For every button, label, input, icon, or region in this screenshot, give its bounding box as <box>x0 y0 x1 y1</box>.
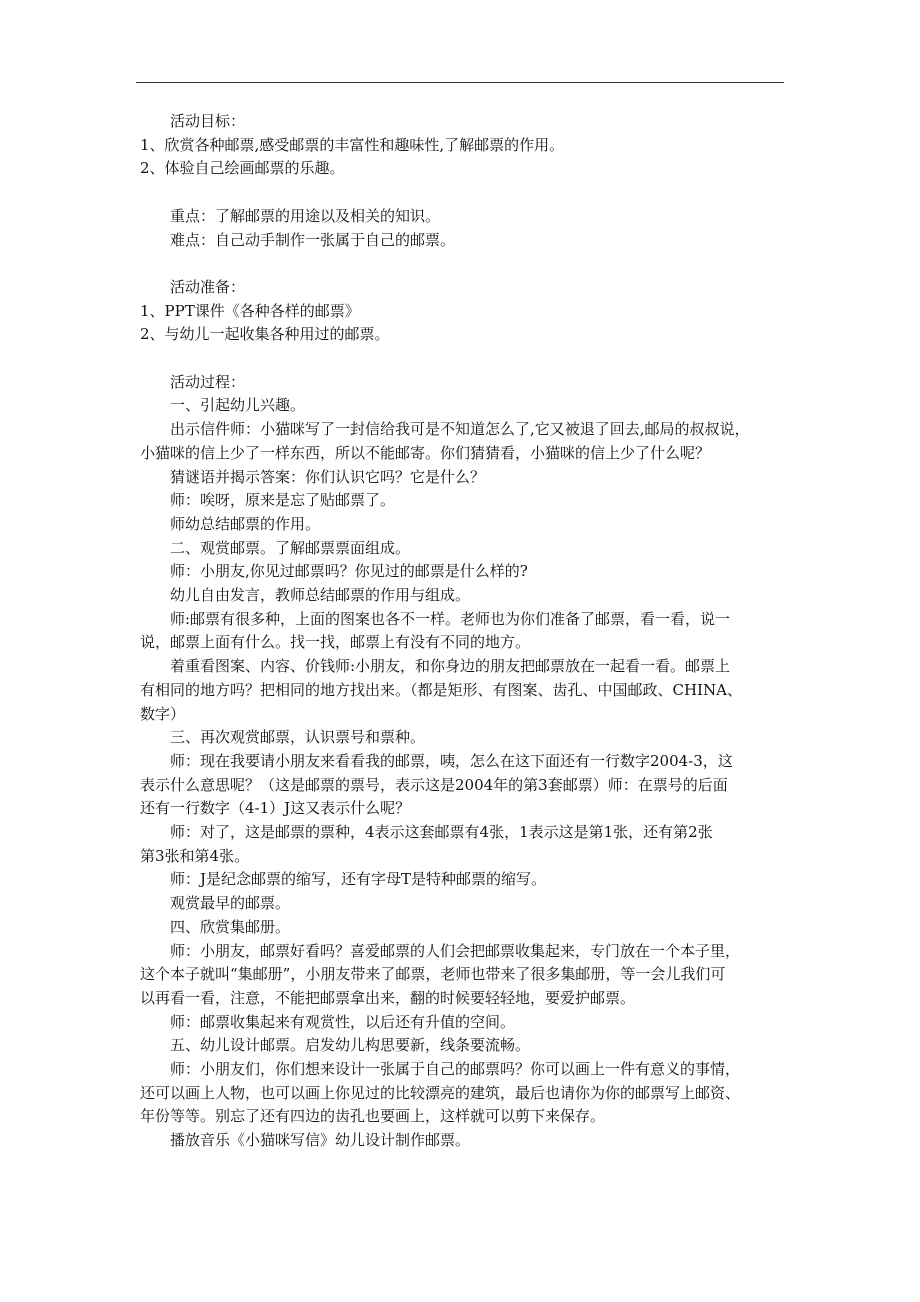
section-heading: 一、引起幼儿兴趣。 <box>170 396 306 415</box>
process-paragraph: 出示信件师：小猫咪写了一封信给我可是不知道怎么了,它又被退了回去,邮局的叔叔说， <box>170 420 750 439</box>
process-paragraph: 师：小朋友们，你们想来设计一张属于自己的邮票吗？你可以画上一件有意义的事情， <box>170 1060 741 1079</box>
process-paragraph: 师：邮票收集起来有观赏性，以后还有升值的空间。 <box>170 1012 516 1031</box>
process-paragraph-continued: 年份等等。别忘了还有四边的齿孔也要画上，这样就可以剪下来保存。 <box>140 1107 606 1126</box>
process-paragraph-continued: 数字） <box>140 704 186 723</box>
process-paragraph: 师：小朋友,你见过邮票吗？你见过的邮票是什么样的? <box>170 562 528 581</box>
preparation-heading: 活动准备： <box>170 277 246 296</box>
section-heading: 三、再次观赏邮票，认识票号和票种。 <box>170 728 426 747</box>
section-heading: 五、幼儿设计邮票。启发幼儿构思要新，线条要流畅。 <box>170 1036 531 1055</box>
process-paragraph: 观赏最早的邮票。 <box>170 894 291 913</box>
process-paragraph-continued: 还可以画上人物，也可以画上你见过的比较漂亮的建筑，最后也请你为你的邮票写上邮资、 <box>140 1083 741 1102</box>
process-paragraph-continued: 有相同的地方吗？把相同的地方找出来。（都是矩形、有图案、齿孔、中国邮政、CHINA、 <box>140 680 742 699</box>
process-paragraph: 师：对了，这是邮票的票种，4表示这套邮票有4张，1表示这是第1张，还有第2张 <box>170 823 713 842</box>
section-heading: 四、欣赏集邮册。 <box>170 917 291 936</box>
spacer <box>140 181 783 205</box>
process-paragraph: 师：J是纪念邮票的缩写，还有字母T是特种邮票的缩写。 <box>170 870 547 889</box>
process-paragraph-continued: 这个本子就叫“集邮册”，小朋友带来了邮票，老师也带来了很多集邮册，等一会儿我们可 <box>140 965 726 984</box>
process-paragraph: 师:邮票有很多种，上面的图案也各不一样。老师也为你们准备了邮票，看一看，说一 <box>170 609 731 628</box>
process-paragraph: 猜谜语并揭示答案：你们认识它吗？它是什么？ <box>170 467 486 486</box>
process-paragraph-continued: 第3张和第4张。 <box>140 846 250 865</box>
process-paragraph: 师：唉呀，原来是忘了贴邮票了。 <box>170 491 396 510</box>
preparation-item: 1、PPT课件《各种各样的邮票》 <box>140 301 360 320</box>
goals-heading: 活动目标： <box>170 112 246 130</box>
section-heading: 二、观赏邮票。了解邮票票面组成。 <box>170 538 411 557</box>
spacer <box>140 347 783 371</box>
process-paragraph: 幼儿自由发言，教师总结邮票的作用与组成。 <box>170 586 471 605</box>
goal-item: 1、欣赏各种邮票,感受邮票的丰富性和趣味性,了解邮票的作用。 <box>140 135 565 154</box>
process-paragraph-continued: 说，邮票上面有什么。找一找，邮票上有没有不同的地方。 <box>140 633 531 652</box>
header-rule <box>136 82 784 83</box>
process-paragraph: 着重看图案、内容、价钱师:小朋友，和你身边的朋友把邮票放在一起看一看。邮票上 <box>170 657 731 676</box>
process-paragraph-continued: 表示什么意思呢？（这是邮票的票号，表示这是2004年的第3套邮票）师：在票号的后面 <box>140 775 728 794</box>
difficulty-point: 难点：自己动手制作一张属于自己的邮票。 <box>170 230 456 249</box>
process-paragraph-continued: 还有一行数字（4-1）J这又表示什么呢？ <box>140 799 411 818</box>
key-point: 重点：了解邮票的用途以及相关的知识。 <box>170 206 441 225</box>
document-body <box>140 110 783 1153</box>
process-paragraph-continued: 以再看一看，注意，不能把邮票拿出来，翻的时候要轻轻地，要爱护邮票。 <box>140 988 636 1007</box>
goal-item: 2、体验自己绘画邮票的乐趣。 <box>140 159 345 178</box>
process-paragraph: 播放音乐《小猫咪写信》幼儿设计制作邮票。 <box>170 1131 471 1150</box>
process-paragraph-continued: 小猫咪的信上少了一样东西，所以不能邮寄。你们猜猜看，小猫咪的信上少了什么呢？ <box>140 443 711 462</box>
preparation-item: 2、与幼儿一起收集各种用过的邮票。 <box>140 325 390 344</box>
process-heading: 活动过程： <box>170 372 246 391</box>
spacer <box>140 252 783 276</box>
process-paragraph: 师幼总结邮票的作用。 <box>170 514 321 533</box>
process-paragraph: 师：现在我要请小朋友来看看我的邮票，咦，怎么在这下面还有一行数字2004-3，这 <box>170 751 733 770</box>
process-paragraph: 师：小朋友，邮票好看吗？喜爱邮票的人们会把邮票收集起来，专门放在一个本子里， <box>170 941 741 960</box>
